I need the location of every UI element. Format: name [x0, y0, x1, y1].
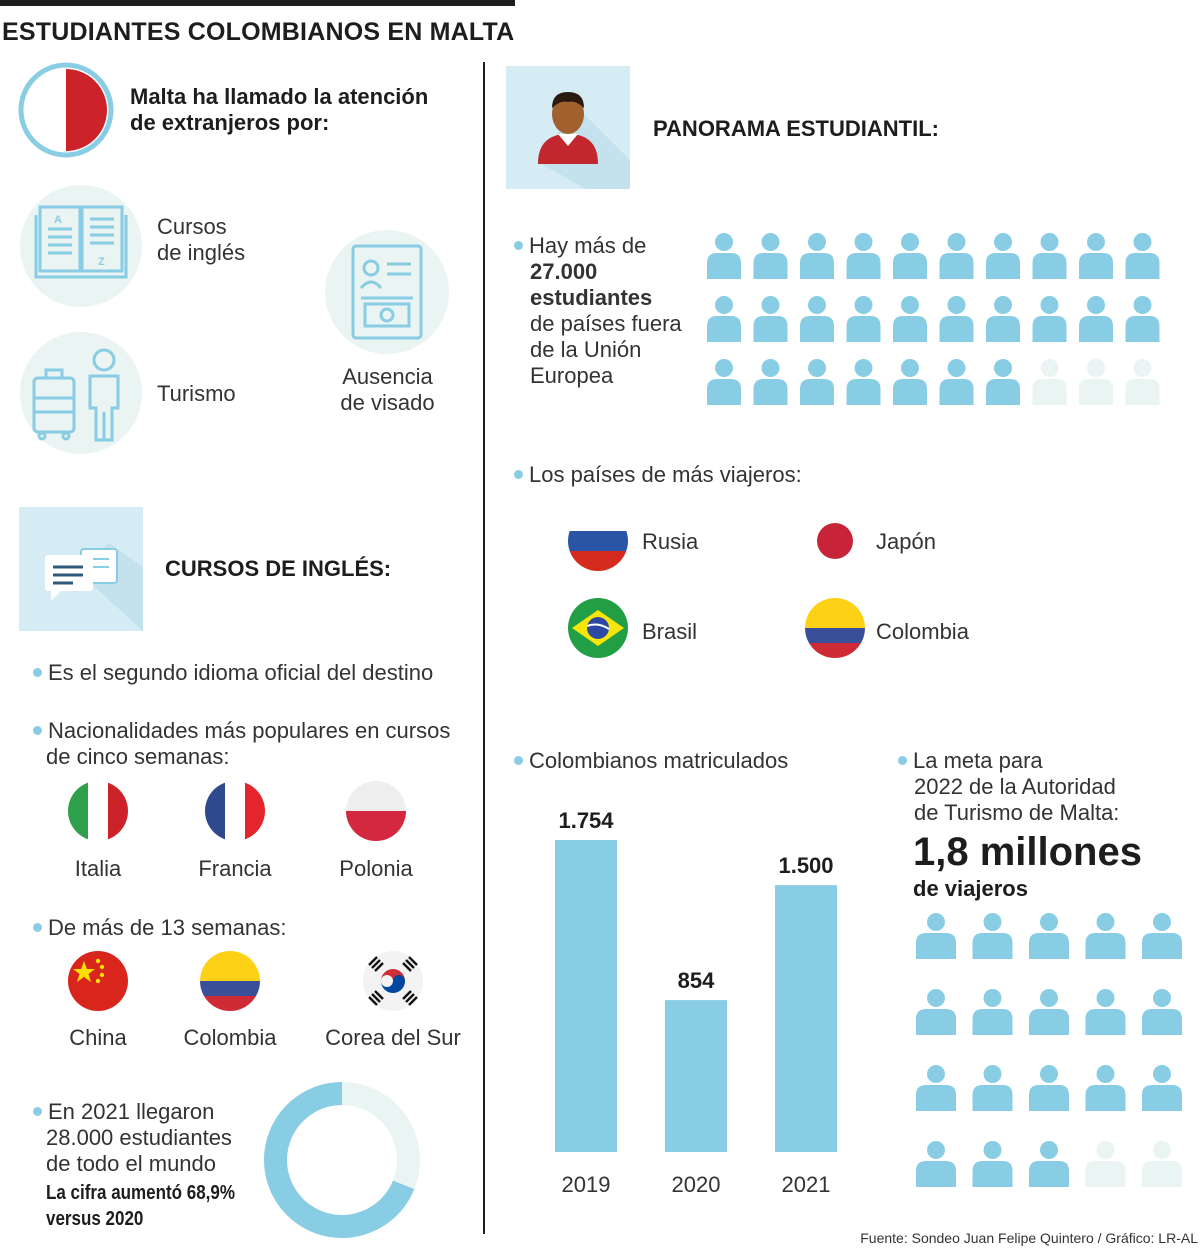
meta-big-number: 1,8 millones — [913, 830, 1142, 874]
student-person-22 — [800, 359, 834, 405]
traveler-person-12 — [1029, 1065, 1069, 1111]
luggage-traveler-icon — [20, 332, 142, 454]
increase-text: La cifra aumentó 68,9% versus 2020 — [46, 1182, 235, 1230]
student-person-0 — [707, 233, 741, 279]
student-person-12 — [800, 296, 834, 342]
student-person-2 — [800, 233, 834, 279]
bullet-dot — [514, 470, 523, 479]
chat-icon — [19, 507, 143, 631]
country-rusia: Rusia — [642, 529, 699, 554]
traveler-person-13 — [1086, 1065, 1126, 1111]
bullet-dot — [514, 756, 523, 765]
bar-category-label: 2020 — [671, 1172, 721, 1197]
student-person-21 — [754, 359, 788, 405]
bar-category-label: 2021 — [781, 1172, 831, 1197]
traveler-person-14 — [1142, 1065, 1182, 1111]
country-japon: Japón — [876, 529, 936, 554]
column-divider — [483, 62, 485, 1234]
student-person-17 — [1033, 296, 1067, 342]
traveler-person-6 — [973, 989, 1013, 1035]
donut-chart — [262, 1080, 422, 1240]
student-person-10 — [707, 296, 741, 342]
top-rule — [0, 0, 515, 6]
country-brasil: Brasil — [642, 619, 698, 644]
bar-value-label: 854 — [677, 968, 715, 994]
travelers-pictogram — [913, 910, 1188, 1205]
italy-flag-icon — [68, 781, 128, 841]
bar-value-label: 1.500 — [778, 853, 834, 879]
traveler-person-1 — [973, 913, 1013, 959]
book-icon — [20, 185, 142, 307]
student-person-23 — [847, 359, 881, 405]
student-person-24 — [893, 359, 927, 405]
student-person-27 — [1033, 359, 1067, 405]
fact-thirteen-weeks: De más de 13 semanas: — [33, 915, 286, 941]
students-pictogram — [703, 230, 1163, 412]
student-person-19 — [1126, 296, 1160, 342]
panorama-heading: PANORAMA ESTUDIANTIL: — [653, 116, 939, 141]
bar-2021 — [775, 885, 837, 1152]
student-person-5 — [940, 233, 974, 279]
country-italia: Italia — [74, 856, 122, 881]
bar-value-label: 1.754 — [558, 808, 614, 833]
student-person-20 — [707, 359, 741, 405]
bullet-dot — [33, 1107, 42, 1116]
traveler-person-16 — [973, 1141, 1013, 1187]
student-person-9 — [1126, 233, 1160, 279]
traveler-person-0 — [916, 913, 956, 959]
bar-2020 — [665, 1000, 727, 1152]
student-avatar-icon — [506, 66, 630, 189]
traveler-person-11 — [973, 1065, 1013, 1111]
student-person-26 — [986, 359, 1020, 405]
page-title: ESTUDIANTES COLOMBIANOS EN MALTA — [2, 18, 515, 46]
student-person-8 — [1079, 233, 1113, 279]
japan-flag-icon — [805, 511, 865, 571]
student-person-18 — [1079, 296, 1113, 342]
chart-title: Colombianos matriculados — [514, 748, 788, 774]
south-korea-flag-icon — [363, 951, 423, 1011]
reason-cursos: Cursos de inglés — [157, 214, 246, 265]
china-flag-icon — [68, 951, 128, 1011]
country-francia: Francia — [198, 856, 272, 881]
meta-unit: de viajeros — [913, 876, 1028, 901]
student-person-6 — [986, 233, 1020, 279]
document-icon — [325, 230, 449, 354]
student-person-4 — [893, 233, 927, 279]
reason-turismo: Turismo — [157, 381, 236, 406]
traveler-person-17 — [1029, 1141, 1069, 1187]
traveler-person-2 — [1029, 913, 1069, 959]
traveler-person-15 — [916, 1141, 956, 1187]
bullet-dot — [33, 668, 42, 677]
bar-chart — [520, 790, 870, 1210]
traveler-person-18 — [1086, 1141, 1126, 1187]
world-students-text: En 2021 llegaron 28.000 estudiantes de todo el mundo — [33, 1099, 232, 1177]
country-china: China — [69, 1025, 127, 1050]
bullet-dot — [33, 923, 42, 932]
student-person-1 — [754, 233, 788, 279]
traveler-person-9 — [1142, 989, 1182, 1035]
svg-text:Z: Z — [98, 256, 105, 268]
student-person-14 — [893, 296, 927, 342]
fact-second-language: Es el segundo idioma oficial del destino — [33, 660, 433, 686]
france-flag-icon — [205, 781, 265, 841]
student-person-16 — [986, 296, 1020, 342]
svg-text:A: A — [54, 214, 62, 226]
bar-category-label: 2019 — [561, 1172, 611, 1197]
meta-text: La meta para 2022 de la Autoridad de Turismo de Malta: — [898, 748, 1119, 826]
country-colombia-2: Colombia — [876, 619, 969, 644]
bar-2019 — [555, 840, 617, 1152]
student-person-15 — [940, 296, 974, 342]
country-polonia: Polonia — [339, 856, 413, 881]
intro-heading: Malta ha llamado la atención de extranjeros por: — [130, 84, 429, 135]
traveler-person-8 — [1086, 989, 1126, 1035]
country-colombia: Colombia — [183, 1025, 277, 1050]
reason-visado: Ausencia de visado — [340, 364, 435, 415]
source-note: Fuente: Sondeo Juan Felipe Quintero / Gráfico: LR-AL — [860, 1230, 1198, 1246]
cursos-heading: CURSOS DE INGLÉS: — [165, 556, 392, 581]
student-person-25 — [940, 359, 974, 405]
students-count-text: Hay más de 27.000 estudiantes de países fuera de la Unión Europea — [514, 233, 682, 389]
student-person-28 — [1079, 359, 1113, 405]
poland-flag-icon — [346, 781, 406, 841]
bullet-dot — [514, 241, 523, 250]
countries-heading: Los países de más viajeros: — [514, 462, 802, 488]
traveler-person-19 — [1142, 1141, 1182, 1187]
traveler-person-3 — [1086, 913, 1126, 959]
student-person-7 — [1033, 233, 1067, 279]
country-corea: Corea del Sur — [325, 1025, 461, 1050]
student-person-11 — [754, 296, 788, 342]
traveler-person-10 — [916, 1065, 956, 1111]
traveler-person-4 — [1142, 913, 1182, 959]
colombia-flag-icon — [805, 598, 865, 658]
brazil-flag-icon — [568, 598, 628, 658]
colombia-flag-icon — [200, 951, 260, 1011]
russia-flag-icon — [568, 511, 628, 571]
traveler-person-5 — [916, 989, 956, 1035]
student-person-13 — [847, 296, 881, 342]
traveler-person-7 — [1029, 989, 1069, 1035]
student-person-29 — [1126, 359, 1160, 405]
fact-five-weeks: Nacionalidades más populares en cursos de cinco semanas: — [33, 718, 450, 770]
student-person-3 — [847, 233, 881, 279]
bullet-dot — [33, 726, 42, 735]
malta-flag-icon — [18, 62, 114, 158]
bullet-dot — [898, 756, 907, 765]
